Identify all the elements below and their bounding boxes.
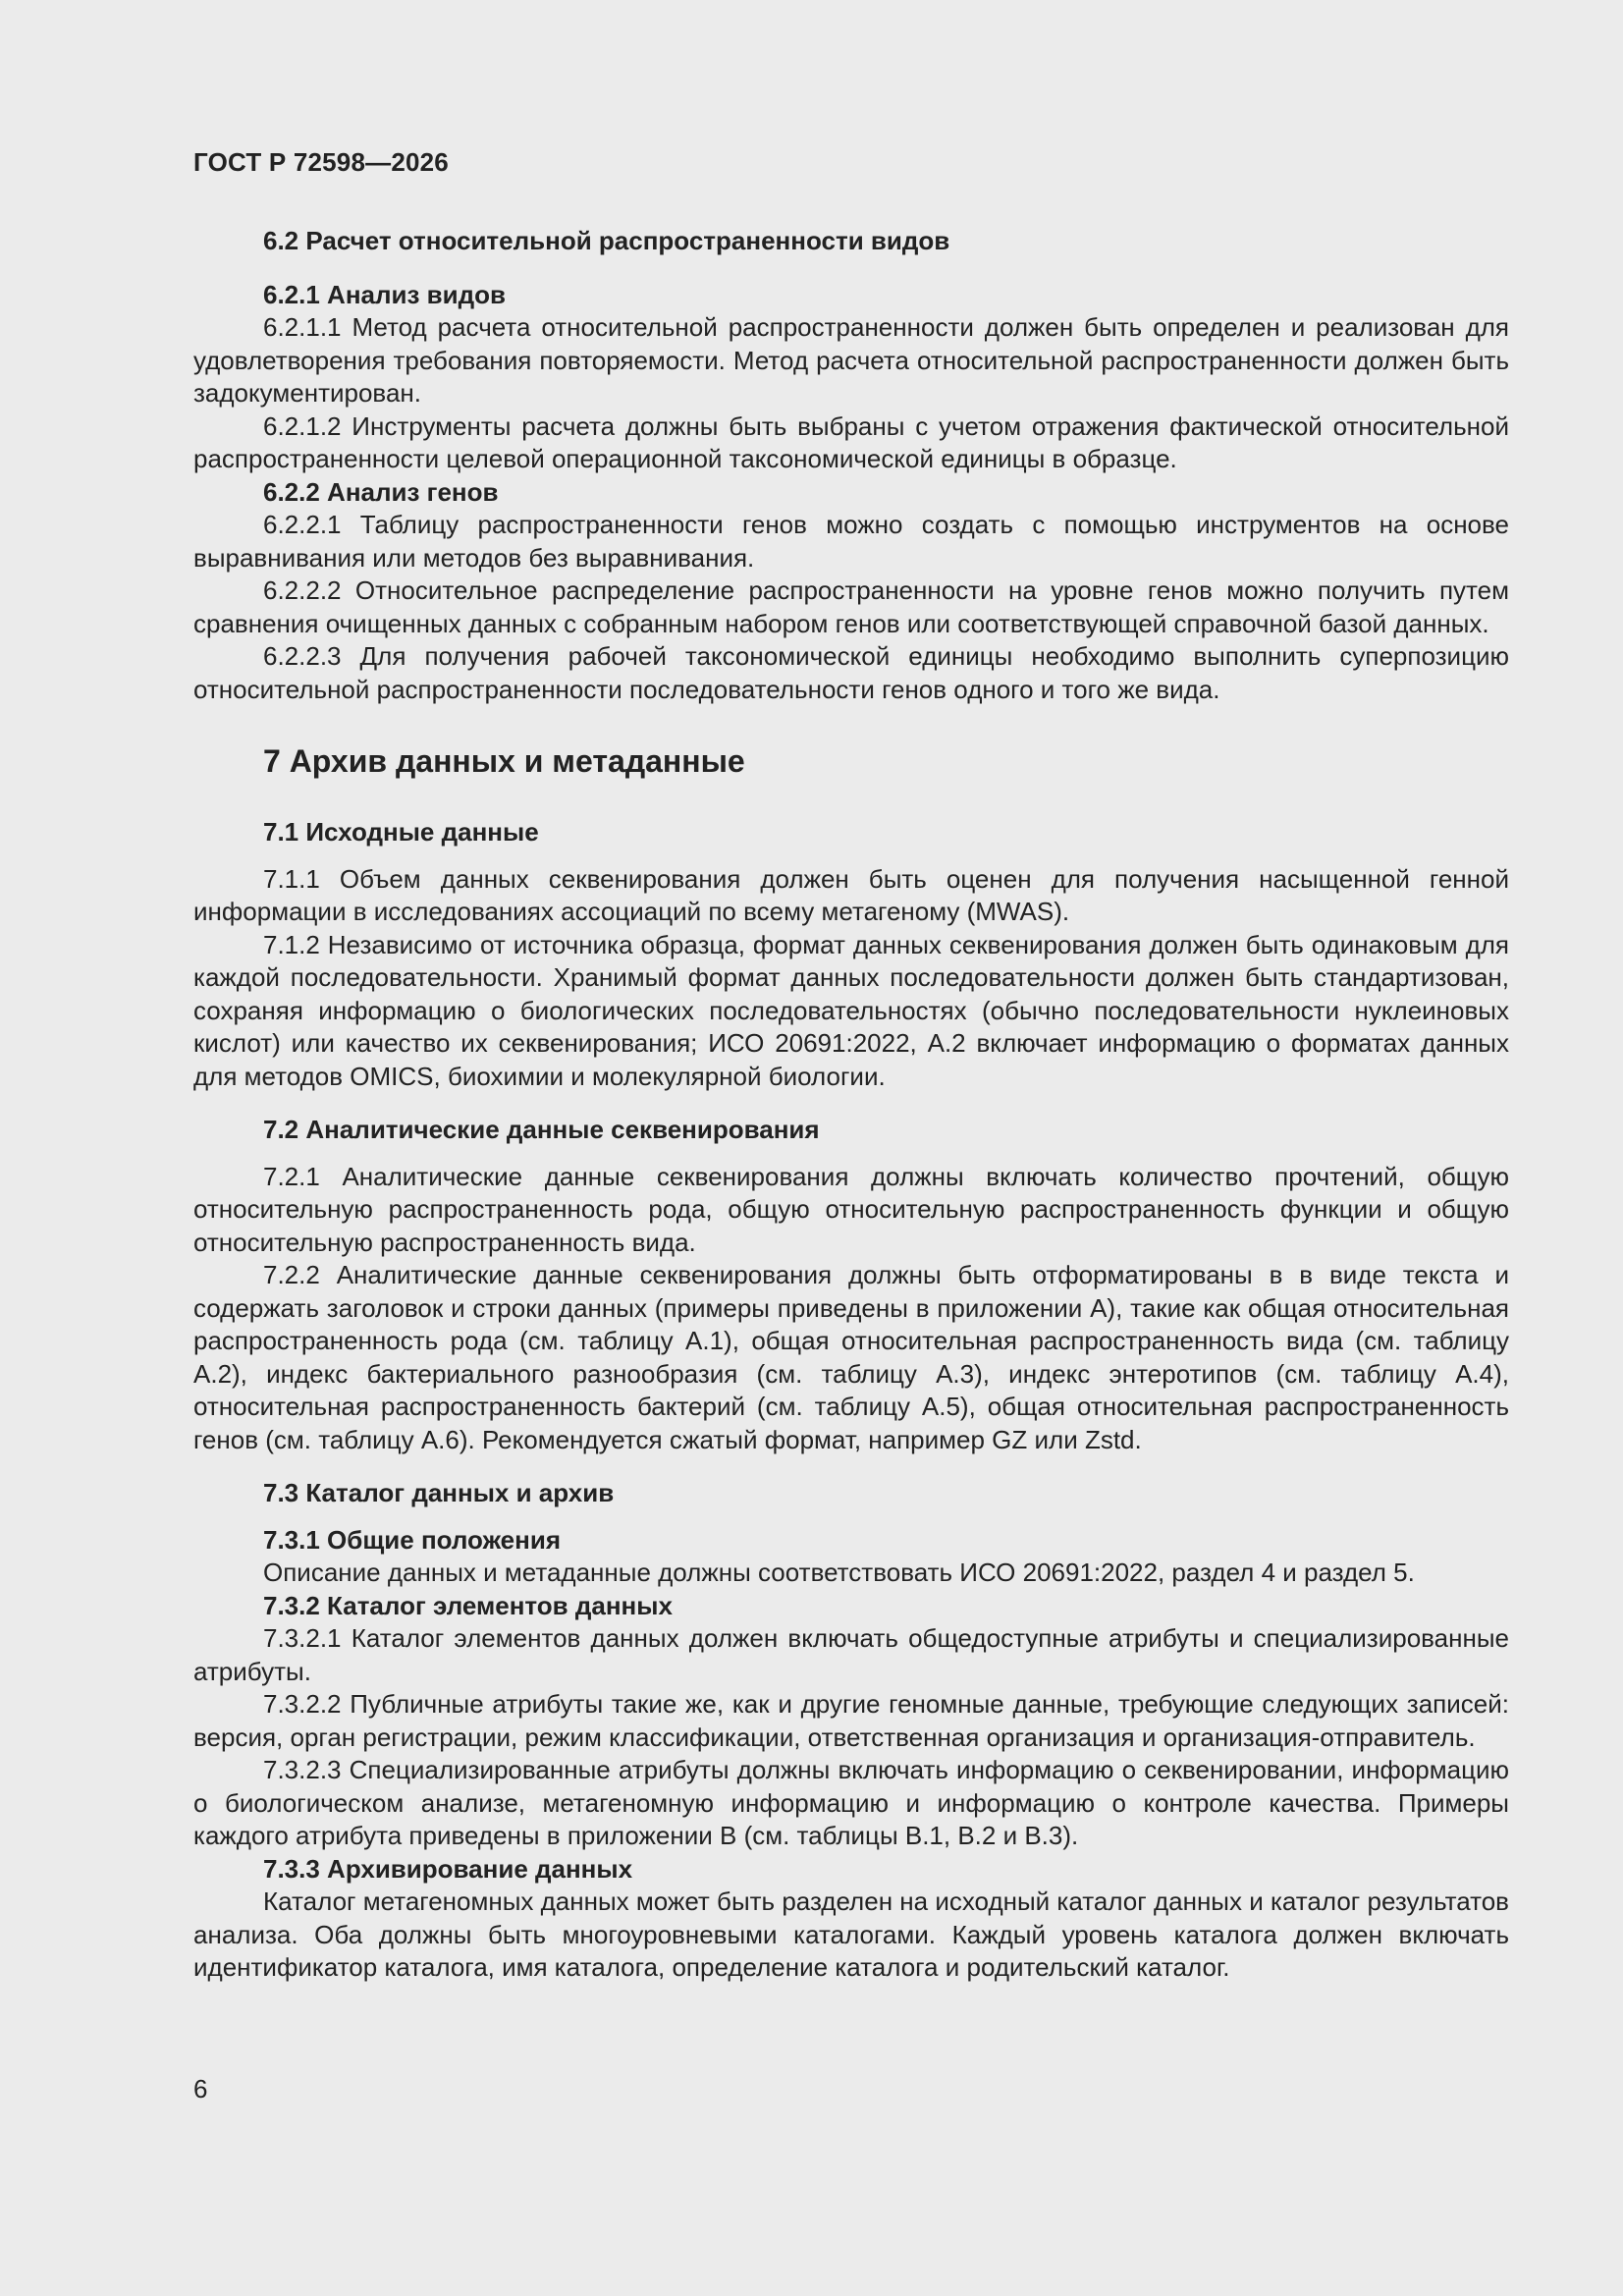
section-7-3-3-heading: 7.3.3 Архивирование данных	[263, 1853, 633, 1884]
section-6-2-1-heading: 6.2.1 Анализ видов	[263, 279, 506, 309]
section-7-3-1-heading: 7.3.1 Общие положения	[263, 1524, 561, 1555]
paragraph-6-2-1-2: 6.2.1.2 Инструменты расчета должны быть выбраны с учетом отражения фактической относительной распространенности целевой операционной таксономической единицы в образце.	[193, 410, 1509, 473]
paragraph-7-1-2: 7.1.2 Независимо от источника образца, формат данных секвенирования должен быть одинаковым для каждой последовательности. Хранимый формат данных последовательности должен быть стандартизован, сохраняя информацию о биологических последовательностях (обычно последовательности нуклеиновых кислот) или качество их секвенирования; ИСО 20691:2022, А.2 включает информацию о форматах данных для методов OMICS, биохимии и молекулярной биологии.	[193, 929, 1509, 1091]
section-7-3-2-heading: 7.3.2 Каталог элементов данных	[263, 1590, 673, 1620]
paragraph-6-2-1-1: 6.2.1.1 Метод расчета относительной распространенности должен быть определен и реализован для удовлетворения требования повторяемости. Метод расчета относительной распространенности должен быть задокументирован.	[193, 312, 1509, 408]
section-7-3-heading: 7.3 Каталог данных и архив	[263, 1478, 615, 1507]
document-header: ГОСТ Р 72598—2026	[193, 147, 449, 177]
paragraph-7-3-2-3: 7.3.2.3 Специализированные атрибуты должны включать информацию о секвенировании, информацию о биологическом анализе, метагеномную информацию и информацию о контроле качества. Примеры каждого атрибута приведены в приложении В (см. таблицы В.1, В.2 и В.3).	[193, 1755, 1509, 1850]
section-6-2-heading: 6.2 Расчет относительной распространенности видов	[263, 226, 950, 255]
section-7-1-heading: 7.1 Исходные данные	[263, 817, 539, 847]
paragraph-7-2-1: 7.2.1 Аналитические данные секвенирования должны включать количество прочтений, общую относительную распространенность рода, общую относительную распространенность функции и общую относительную распространенность вида.	[193, 1161, 1509, 1257]
paragraph-6-2-2-1: 6.2.2.1 Таблицу распространенности генов можно создать с помощью инструментов на основе выравнивания или методов без выравнивания.	[193, 510, 1509, 573]
paragraph-7-2-2: 7.2.2 Аналитические данные секвенирования должны быть отформатированы в в виде текста и содержать заголовок и строки данных (примеры приведены в приложении А), такие как общая относительная распространенность рода (см. таблицу А.1), общая относительная распространенность вида (см. таблицу А.2), индекс бактериального разнообразия (см. таблицу А.3), индекс энтеротипов (см. таблицу А.4), относительная распространенность бактерий (см. таблицу А.5), общая относительная распространенность генов (см. таблицу А.6). Рекомендуется сжатый формат, например GZ или Zstd.	[193, 1260, 1509, 1454]
document-body	[193, 225, 1509, 1985]
paragraph-7-3-2-2: 7.3.2.2 Публичные атрибуты такие же, как и другие геномные данные, требующие следующих записей: версия, орган регистрации, режим классификации, ответственная организация и организация-отправитель.	[193, 1689, 1509, 1752]
paragraph-6-2-2-2: 6.2.2.2 Относительное распределение распространенности на уровне генов можно получить путем сравнения очищенных данных с собранным набором генов или соответствующей справочной базой данных.	[193, 575, 1509, 638]
paragraph-7-3-2-1: 7.3.2.1 Каталог элементов данных должен включать общедоступные атрибуты и специализированные атрибуты.	[193, 1623, 1509, 1686]
section-7-2-heading: 7.2 Аналитические данные секвенирования	[263, 1115, 820, 1144]
paragraph-7-3-3: Каталог метагеномных данных может быть разделен на исходный каталог данных и каталог результатов анализа. Оба должны быть многоуровневыми каталогами. Каждый уровень каталога должен включать идентификатор каталога, имя каталога, определение каталога и родительский каталог.	[193, 1886, 1509, 1982]
section-7-heading: 7 Архив данных и метаданные	[263, 743, 745, 779]
paragraph-7-3-1: Описание данных и метаданные должны соответствовать ИСО 20691:2022, раздел 4 и раздел 5.	[263, 1558, 1415, 1587]
section-6-2-2-heading: 6.2.2 Анализ генов	[263, 476, 499, 507]
page-number: 6	[193, 2074, 208, 2104]
paragraph-6-2-2-3: 6.2.2.3 Для получения рабочей таксономической единицы необходимо выполнить суперпозицию относительной распространенности последовательности генов одного и того же вида.	[193, 641, 1509, 704]
paragraph-7-1-1: 7.1.1 Объем данных секвенирования должен быть оценен для получения насыщенной генной информации в исследованиях ассоциаций по всему метагеному (MWAS).	[193, 863, 1509, 926]
